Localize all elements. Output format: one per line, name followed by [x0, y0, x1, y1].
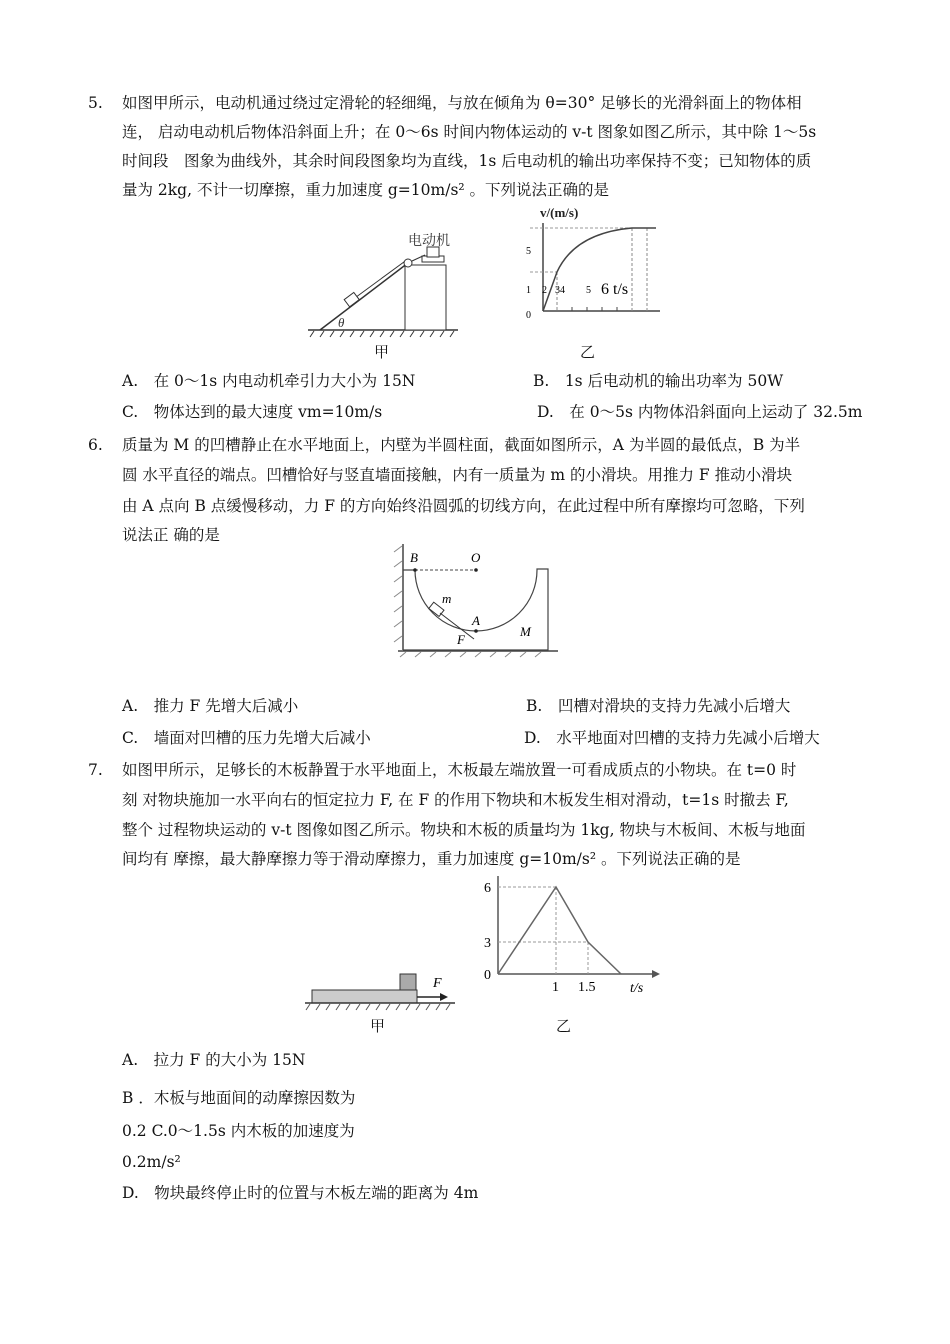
- q5-line: 如图甲所示，电动机通过绕过定滑轮的轻细绳，与放在倾角为 θ=30° 足够长的光滑斜面上的物体相: [122, 94, 802, 112]
- q7-figure-yi: [480, 874, 660, 998]
- q5-number: 5.: [88, 94, 103, 112]
- q5-figure-jia: [300, 225, 460, 345]
- q7-number: 7.: [88, 761, 103, 779]
- y-tick: 6: [484, 881, 491, 896]
- q5-option-d: D. 在 0～5s 内物体沿斜面向上运动了 32.5m: [537, 403, 863, 421]
- label-a: A: [472, 613, 480, 628]
- q5-line: 时间段 图象为曲线外，其余时间段图象均为直线，1s 后电动机的输出功率保持不变；已知物体的质: [122, 152, 812, 170]
- q6-line: 质量为 M 的凹槽静止在水平地面上，内壁为半圆柱面，截面如图所示，A 为半圆的最低点，B 为半: [122, 436, 801, 454]
- label-m: m: [442, 591, 452, 606]
- x-tick: 1: [552, 980, 559, 995]
- force-label: F: [433, 976, 442, 991]
- x-label: t/s: [630, 981, 644, 996]
- motor-label: 电动机: [408, 234, 450, 249]
- x-tick: 2: [542, 285, 547, 296]
- y-tick: 3: [484, 936, 491, 951]
- q5-option-b: B. 1s 后电动机的输出功率为 50W: [533, 372, 784, 390]
- q5-line: 连， 启动电动机后物体沿斜面上升；在 0～6s 时间内物体运动的 v-t 图象如图乙所示，其中除 1～5s: [122, 123, 817, 141]
- q7-option-c: 0.2 C.0～1.5s 内木板的加速度为: [122, 1122, 355, 1140]
- y-tick: 5: [526, 246, 531, 257]
- q6-option-b: B. 凹槽对滑块的支持力先减小后增大: [526, 697, 791, 715]
- q7-caption-jia: 甲: [370, 1017, 386, 1035]
- y-tick: 0: [484, 968, 491, 983]
- q5-caption-jia: 甲: [374, 343, 390, 361]
- q7-line: 如图甲所示，足够长的木板静置于水平地面上，木板最左端放置一可看成质点的小物块。在 t=0 时: [122, 761, 797, 779]
- angle-label: θ: [338, 315, 345, 330]
- q5-caption-yi: 乙: [580, 343, 596, 361]
- q6-figure: [390, 542, 560, 660]
- q7-caption-yi: 乙: [556, 1017, 572, 1035]
- label-f: F: [457, 632, 465, 647]
- q6-option-a: A. 推力 F 先增大后减小: [122, 697, 299, 715]
- yi-ylabel: v/(m/s): [540, 205, 579, 220]
- q6-line: 圆 水平直径的端点。凹槽恰好与竖直墙面接触，内有一质量为 m 的小滑块。用推力 F 推动小滑块: [122, 466, 793, 484]
- q5-line: 量为 2kg, 不计一切摩擦，重力加速度 g=10m/s² 。下列说法正确的是: [122, 181, 610, 199]
- q5-option-c: C. 物体达到的最大速度 vm=10m/s: [122, 403, 383, 421]
- x-tick: 1.5: [578, 980, 596, 995]
- q6-option-d: D. 水平地面对凹槽的支持力先减小后增大: [524, 729, 820, 747]
- label-o: O: [471, 550, 481, 565]
- label-b: B: [410, 550, 418, 565]
- q5-option-a: A. 在 0～1s 内电动机牵引力大小为 15N: [122, 372, 416, 390]
- label-big-m: M: [520, 624, 531, 639]
- q7-line: 刻 对物块施加一水平向右的恒定拉力 F, 在 F 的作用下物块和木板发生相对滑动，t=1s 时撤去 F,: [122, 791, 789, 809]
- q6-line: 由 A 点向 B 点缓慢移动，力 F 的方向始终沿圆弧的切线方向，在此过程中所有摩擦均可忽略，下列: [122, 497, 805, 515]
- y-tick: 0: [526, 310, 531, 321]
- q7-figure-jia: [300, 965, 460, 1015]
- q7-option-c-cont: 0.2m/s²: [122, 1153, 181, 1171]
- x-tick: 34: [555, 285, 565, 296]
- x-tick: 5: [586, 285, 591, 296]
- q6-line: 说法正 确的是: [122, 526, 220, 544]
- y-tick: 1: [526, 285, 531, 296]
- x-label: 6 t/s: [601, 281, 629, 298]
- q6-number: 6.: [88, 436, 103, 454]
- q7-option-a: A. 拉力 F 的大小为 15N: [122, 1051, 306, 1069]
- q7-line: 整个 过程物块运动的 v-t 图像如图乙所示。物块和木板的质量均为 1kg, 物块与木板间、木板与地面: [122, 821, 806, 839]
- q7-option-d: D. 物块最终停止时的位置与木板左端的距离为 4m: [122, 1184, 479, 1202]
- q6-option-c: C. 墙面对凹槽的压力先增大后减小: [122, 729, 371, 747]
- q7-line: 间均有 摩擦，最大静摩擦力等于滑动摩擦力，重力加速度 g=10m/s² 。下列说法正确的是: [122, 850, 741, 868]
- q5-figure-yi: [520, 203, 670, 333]
- q7-option-b: B ．木板与地面间的动摩擦因数为: [122, 1089, 356, 1107]
